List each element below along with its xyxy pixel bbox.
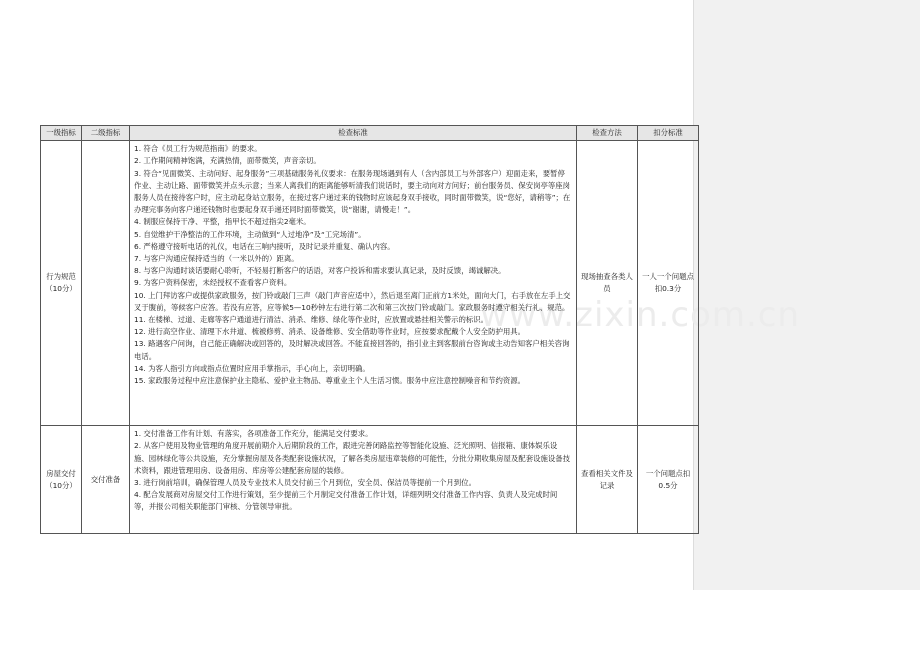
- table-row: [41, 141, 699, 426]
- level2-cell: 交付准备: [82, 426, 130, 534]
- standard-item: 12. 进行高空作业、清理下水井道、梳被修剪、消杀、设备维修、安全借助等作业时，应按要求配戴个人安全防护用具。: [134, 327, 526, 337]
- watermark: www.zixin.com.cn: [480, 295, 800, 335]
- standard-item: 15. 家政服务过程中应注意保护业主隐私、爱护业主物品、尊重业主个人生活习惯。服务中应注意控制噪音和节约资源。: [134, 376, 526, 386]
- level1-cell: 行为规范 （10分）: [41, 141, 82, 426]
- level2-cell: [82, 141, 130, 426]
- table-header-row: [41, 126, 699, 141]
- standard-item: 13. 路遇客户问询，自己能正确解决或回答的，及时解决或回答。不能直接回答的，指引业主到客服前台咨询或主动告知客户相关咨询电话。: [134, 339, 570, 361]
- method-cell: 查看相关文件及记录: [577, 426, 638, 534]
- standard-item: 4. 制服应保持干净、平整，指甲长不超过指尖2毫米。: [134, 217, 311, 227]
- method-cell: 现场抽查各类人员: [577, 141, 638, 426]
- standard-item: 14. 为客人指引方向或指点位置时应用手掌指示，手心向上，亲切明确。: [134, 363, 370, 373]
- header-method: 检查方法: [577, 126, 638, 141]
- standard-item: 2. 工作期间精神饱满，充满热情，面带微笑，声音亲切。: [134, 156, 321, 166]
- standard-item: 3. 符合“见面微笑、主动问好、起身服务”三项基础服务礼仪要求：在服务现场遇到有人（含内部员工与外部客户）迎面走来，要暂停作业、主动让路、面带微笑并点头示意；当来人离我们的距离能够听清我们说话时，要主动向对方问好；前台服务员、保安岗亭等座岗服务人员在接待客户时，应主动起身站立服务，在接过客户递过来的钱物时应该起身双手接收，同时面带微笑，说“您好，请稍等”；在办理完事务向客户递还钱物时也要起身双手递还同时面带微笑，说“谢谢，请慢走！”。: [134, 168, 571, 215]
- standard-item: 1. 交付准备工作有计划、有落实，各项准备工作充分，能满足交付要求。: [134, 429, 373, 439]
- standard-item: 4. 配合发展商对房屋交付工作进行策划，至少提前三个月制定交付准备工作计划，详细列明交付准备工作内容、负责人及完成时间等，并报公司相关职能部门审核、分管领导审批。: [134, 490, 558, 512]
- standard-item: 8. 与客户沟通时谈话要耐心聆听，不轻易打断客户的话语，对客户投诉和需求要认真记录，及时反馈，竭诚解决。: [134, 266, 506, 276]
- header-level1: 一级指标: [41, 126, 82, 141]
- standard-item: 11. 在楼梯、过道、走廊等客户通道进行清洁、消杀、维修、绿化等作业时，应放置或悬挂相关警示的标识。: [134, 315, 489, 325]
- header-level2: 二级指标: [82, 126, 130, 141]
- standard-item: 5. 自觉维护干净整洁的工作环境，主动做到“人过地净”及“工完场清”。: [134, 229, 366, 239]
- standard-item: 3. 进行岗前培训，确保管理人员及专业技术人员交付前三个月到位，安全员、保洁员等提前一个月到位。: [134, 478, 476, 488]
- header-standard: 检查标准: [130, 126, 577, 141]
- standard-item: 2. 从客户使用及物业管理的角度开展前期介入后期阶段的工作，跟进完善闭路监控等智能化设施、泛光照明、信报箱、康体娱乐设施、园林绿化等公共设施，充分掌握房屋及各类配套设施状况，了解各类房屋违章装修的可能性，分批分期收集房屋及配套设施设备技术资料，跟进管理用房、设备用房、库房等公建配套房屋的装修。: [134, 441, 571, 475]
- deduction-cell: 一个问题点扣0.5分: [638, 426, 699, 534]
- inspection-standards-table: [40, 125, 699, 534]
- standard-item: 9. 为客户资料保密，未经授权不查看客户资料。: [134, 278, 292, 288]
- standards-cell: [130, 141, 577, 426]
- standard-item: 1. 符合《员工行为规范指南》的要求。: [134, 144, 262, 154]
- standard-item: 6. 严格遵守接听电话的礼仪，电话在三响内接听，及时记录并重复、确认内容。: [134, 241, 395, 251]
- standards-cell: [130, 426, 577, 534]
- header-deduction: 扣分标准: [638, 126, 699, 141]
- level1-cell: 房屋交付 （10分）: [41, 426, 82, 534]
- standard-item: 10. 上门拜访客户或提供家政服务，按门铃或敲门三声（敲门声音应适中），然后退至离门正前方1米处，面向大门，右手放在左手上交叉于腹前，等候客户应答。若没有应答，应等候5—10秒钟左右进行第二次和第三次按门铃或敲门。家政服务时遵守相关行礼、规范。: [134, 290, 571, 312]
- standard-item: 7. 与客户沟通应保持适当的（一米以外的）距离。: [134, 254, 299, 264]
- table-row: [41, 426, 699, 534]
- deduction-cell: 一人一个问题点扣0.3分: [638, 141, 699, 426]
